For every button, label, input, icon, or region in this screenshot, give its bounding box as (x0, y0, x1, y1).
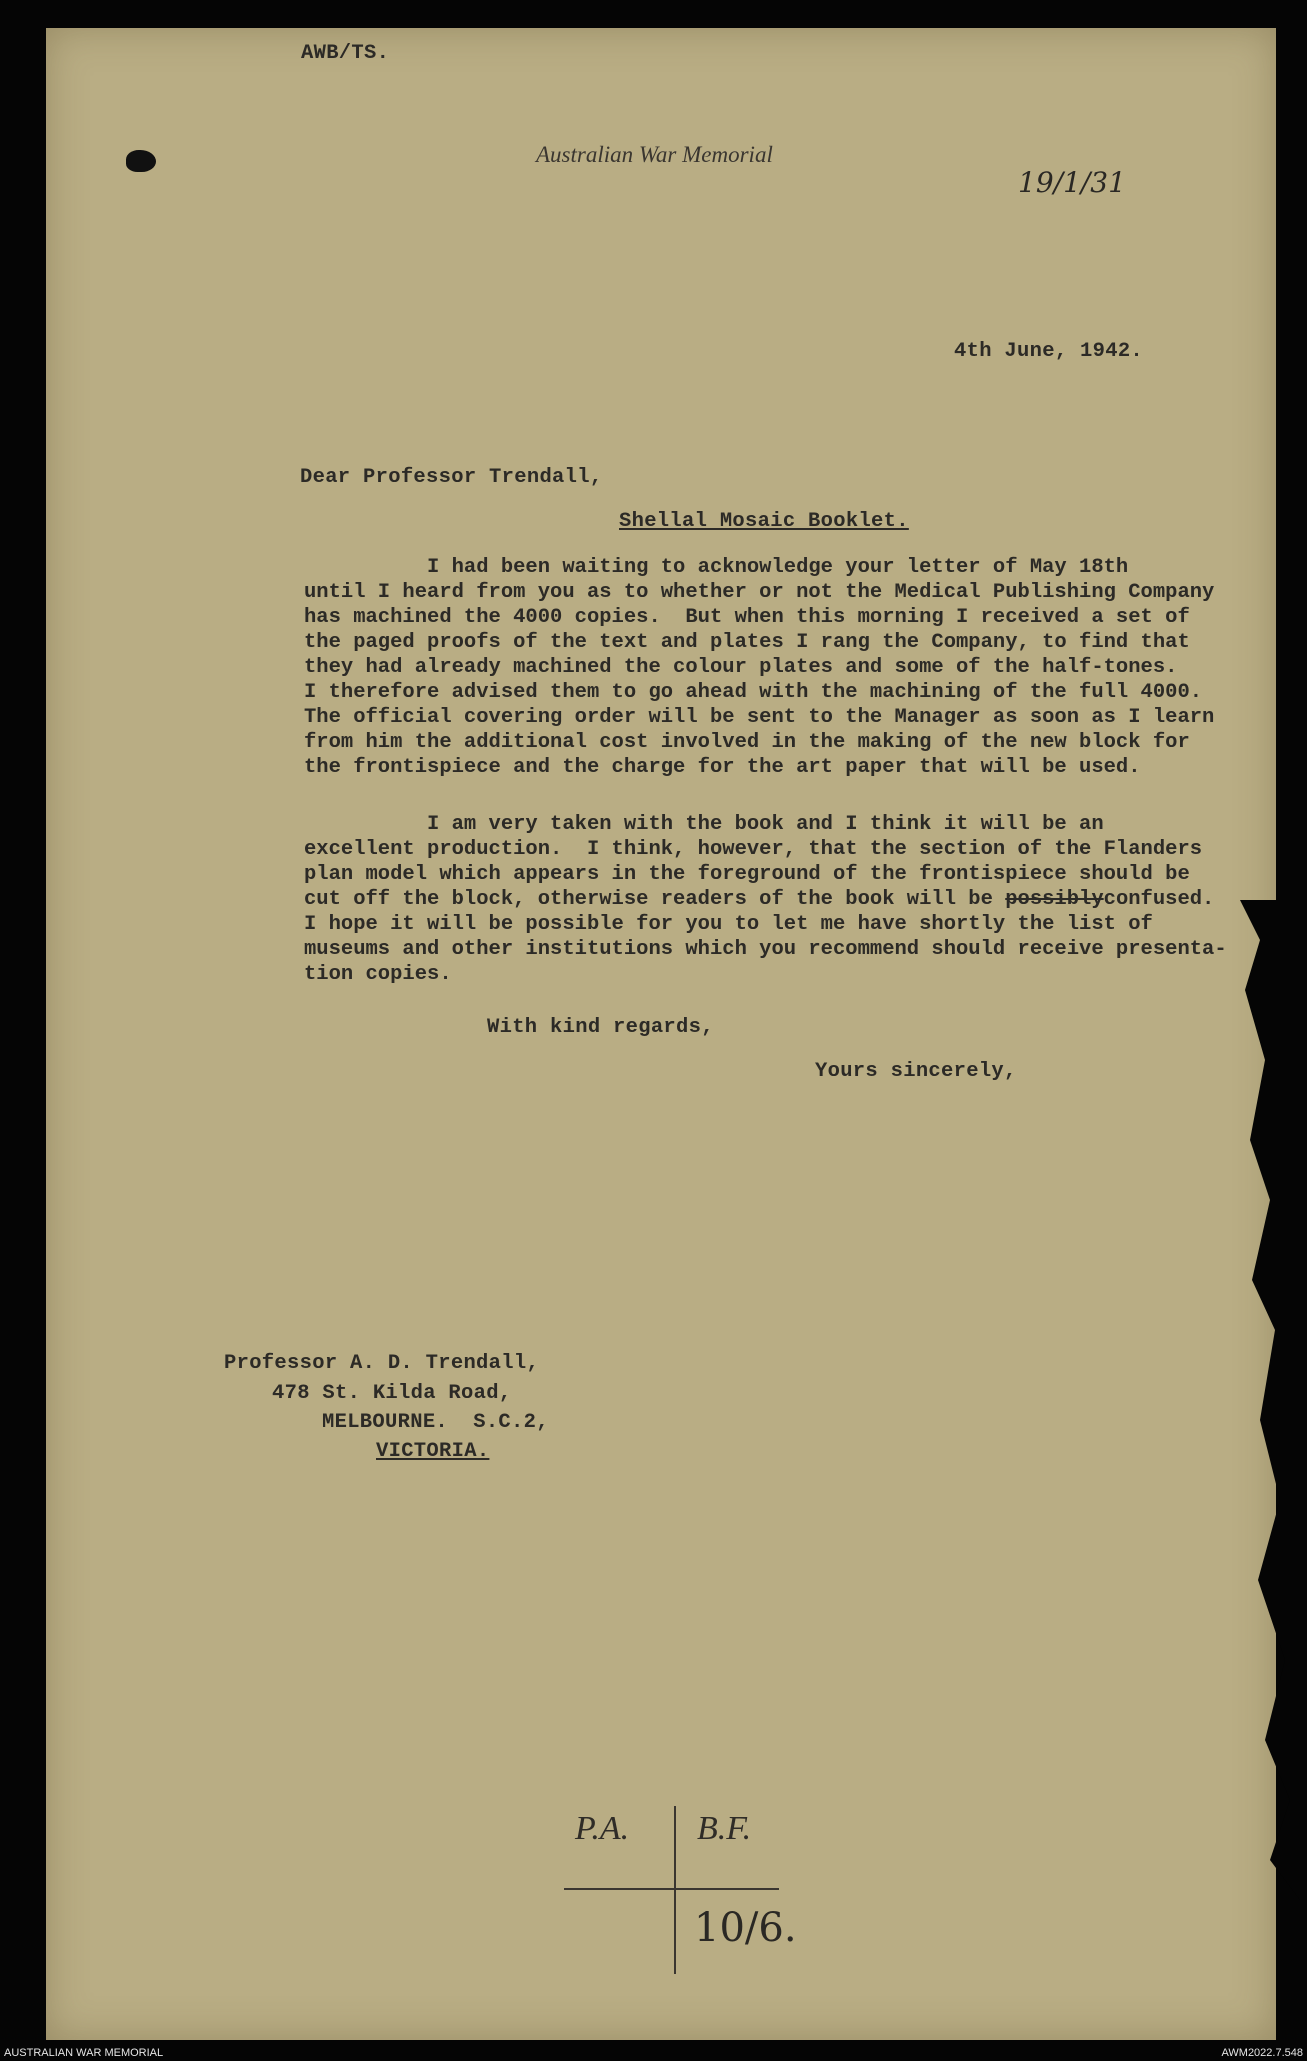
inserted-word: confused. (1103, 888, 1215, 911)
body-line: plan model which appears in the foreground of the frontispiece should be (304, 863, 1190, 886)
body-line: from him the additional cost involved in the making of the new block for (304, 731, 1190, 754)
body-line: excellent production. I think, however, that the section of the Flanders (304, 838, 1203, 861)
body-line: The official covering order will be sent to the Manager as soon as I learn (304, 706, 1215, 729)
letter-date: 4th June, 1942. (954, 340, 1144, 363)
struck-word: possibly (1005, 888, 1104, 911)
letterhead: Australian War Memorial (536, 142, 773, 167)
body-line: has machined the 4000 copies. But when this morning I received a set of (304, 606, 1190, 629)
stamp-pa: P.A. (575, 1810, 630, 1847)
address-name: Professor A. D. Trendall, (224, 1352, 540, 1375)
body-line-with-correction (304, 887, 1264, 912)
address-city: MELBOURNE. S.C.2, (322, 1411, 549, 1434)
body-line: I had been waiting to acknowledge your letter of May 18th (304, 556, 1129, 579)
stamp-divider-vertical (674, 1806, 676, 1974)
body-line: the paged proofs of the text and plates I rang the Company, to find that (304, 631, 1190, 654)
closing: With kind regards, (487, 1016, 714, 1039)
signoff: Yours sincerely, (815, 1060, 1017, 1083)
stamp-bf: B.F. (697, 1810, 752, 1847)
accession-caption: AWM2022.7.548 (1221, 2047, 1303, 2059)
stamp-divider-horizontal (564, 1888, 779, 1890)
subject-line: Shellal Mosaic Booklet. (619, 510, 909, 533)
punched-hole (126, 150, 156, 172)
salutation: Dear Professor Trendall, (300, 466, 603, 489)
body-line: I hope it will be possible for you to let me have shortly the list of (304, 913, 1153, 936)
body-line: until I heard from you as to whether or not the Medical Publishing Company (304, 581, 1215, 604)
source-caption: AUSTRALIAN WAR MEMORIAL (4, 2047, 164, 2059)
letter-body (304, 555, 1264, 987)
body-line: the frontispiece and the charge for the art paper that will be used. (304, 756, 1141, 779)
body-line: I therefore advised them to go ahead with the machining of the full 4000. (304, 681, 1203, 704)
torn-edge (1240, 900, 1300, 1900)
reference-code: AWB/TS. (301, 42, 390, 65)
body-line: museums and other institutions which you recommend should receive presenta- (304, 938, 1227, 961)
file-number: 19/1/31 (1018, 166, 1126, 199)
body-line-text: cut off the block, otherwise readers of the book will be (304, 888, 1006, 911)
stamp-handwritten: 10/6. (694, 1905, 797, 1951)
address-street: 478 St. Kilda Road, (272, 1382, 512, 1405)
paragraph-gap (304, 780, 1264, 812)
body-line: they had already machined the colour plates and some of the half-tones. (304, 656, 1178, 679)
body-line: tion copies. (304, 963, 452, 986)
body-line: I am very taken with the book and I think it will be an (304, 813, 1104, 836)
address-state: VICTORIA. (376, 1440, 490, 1463)
